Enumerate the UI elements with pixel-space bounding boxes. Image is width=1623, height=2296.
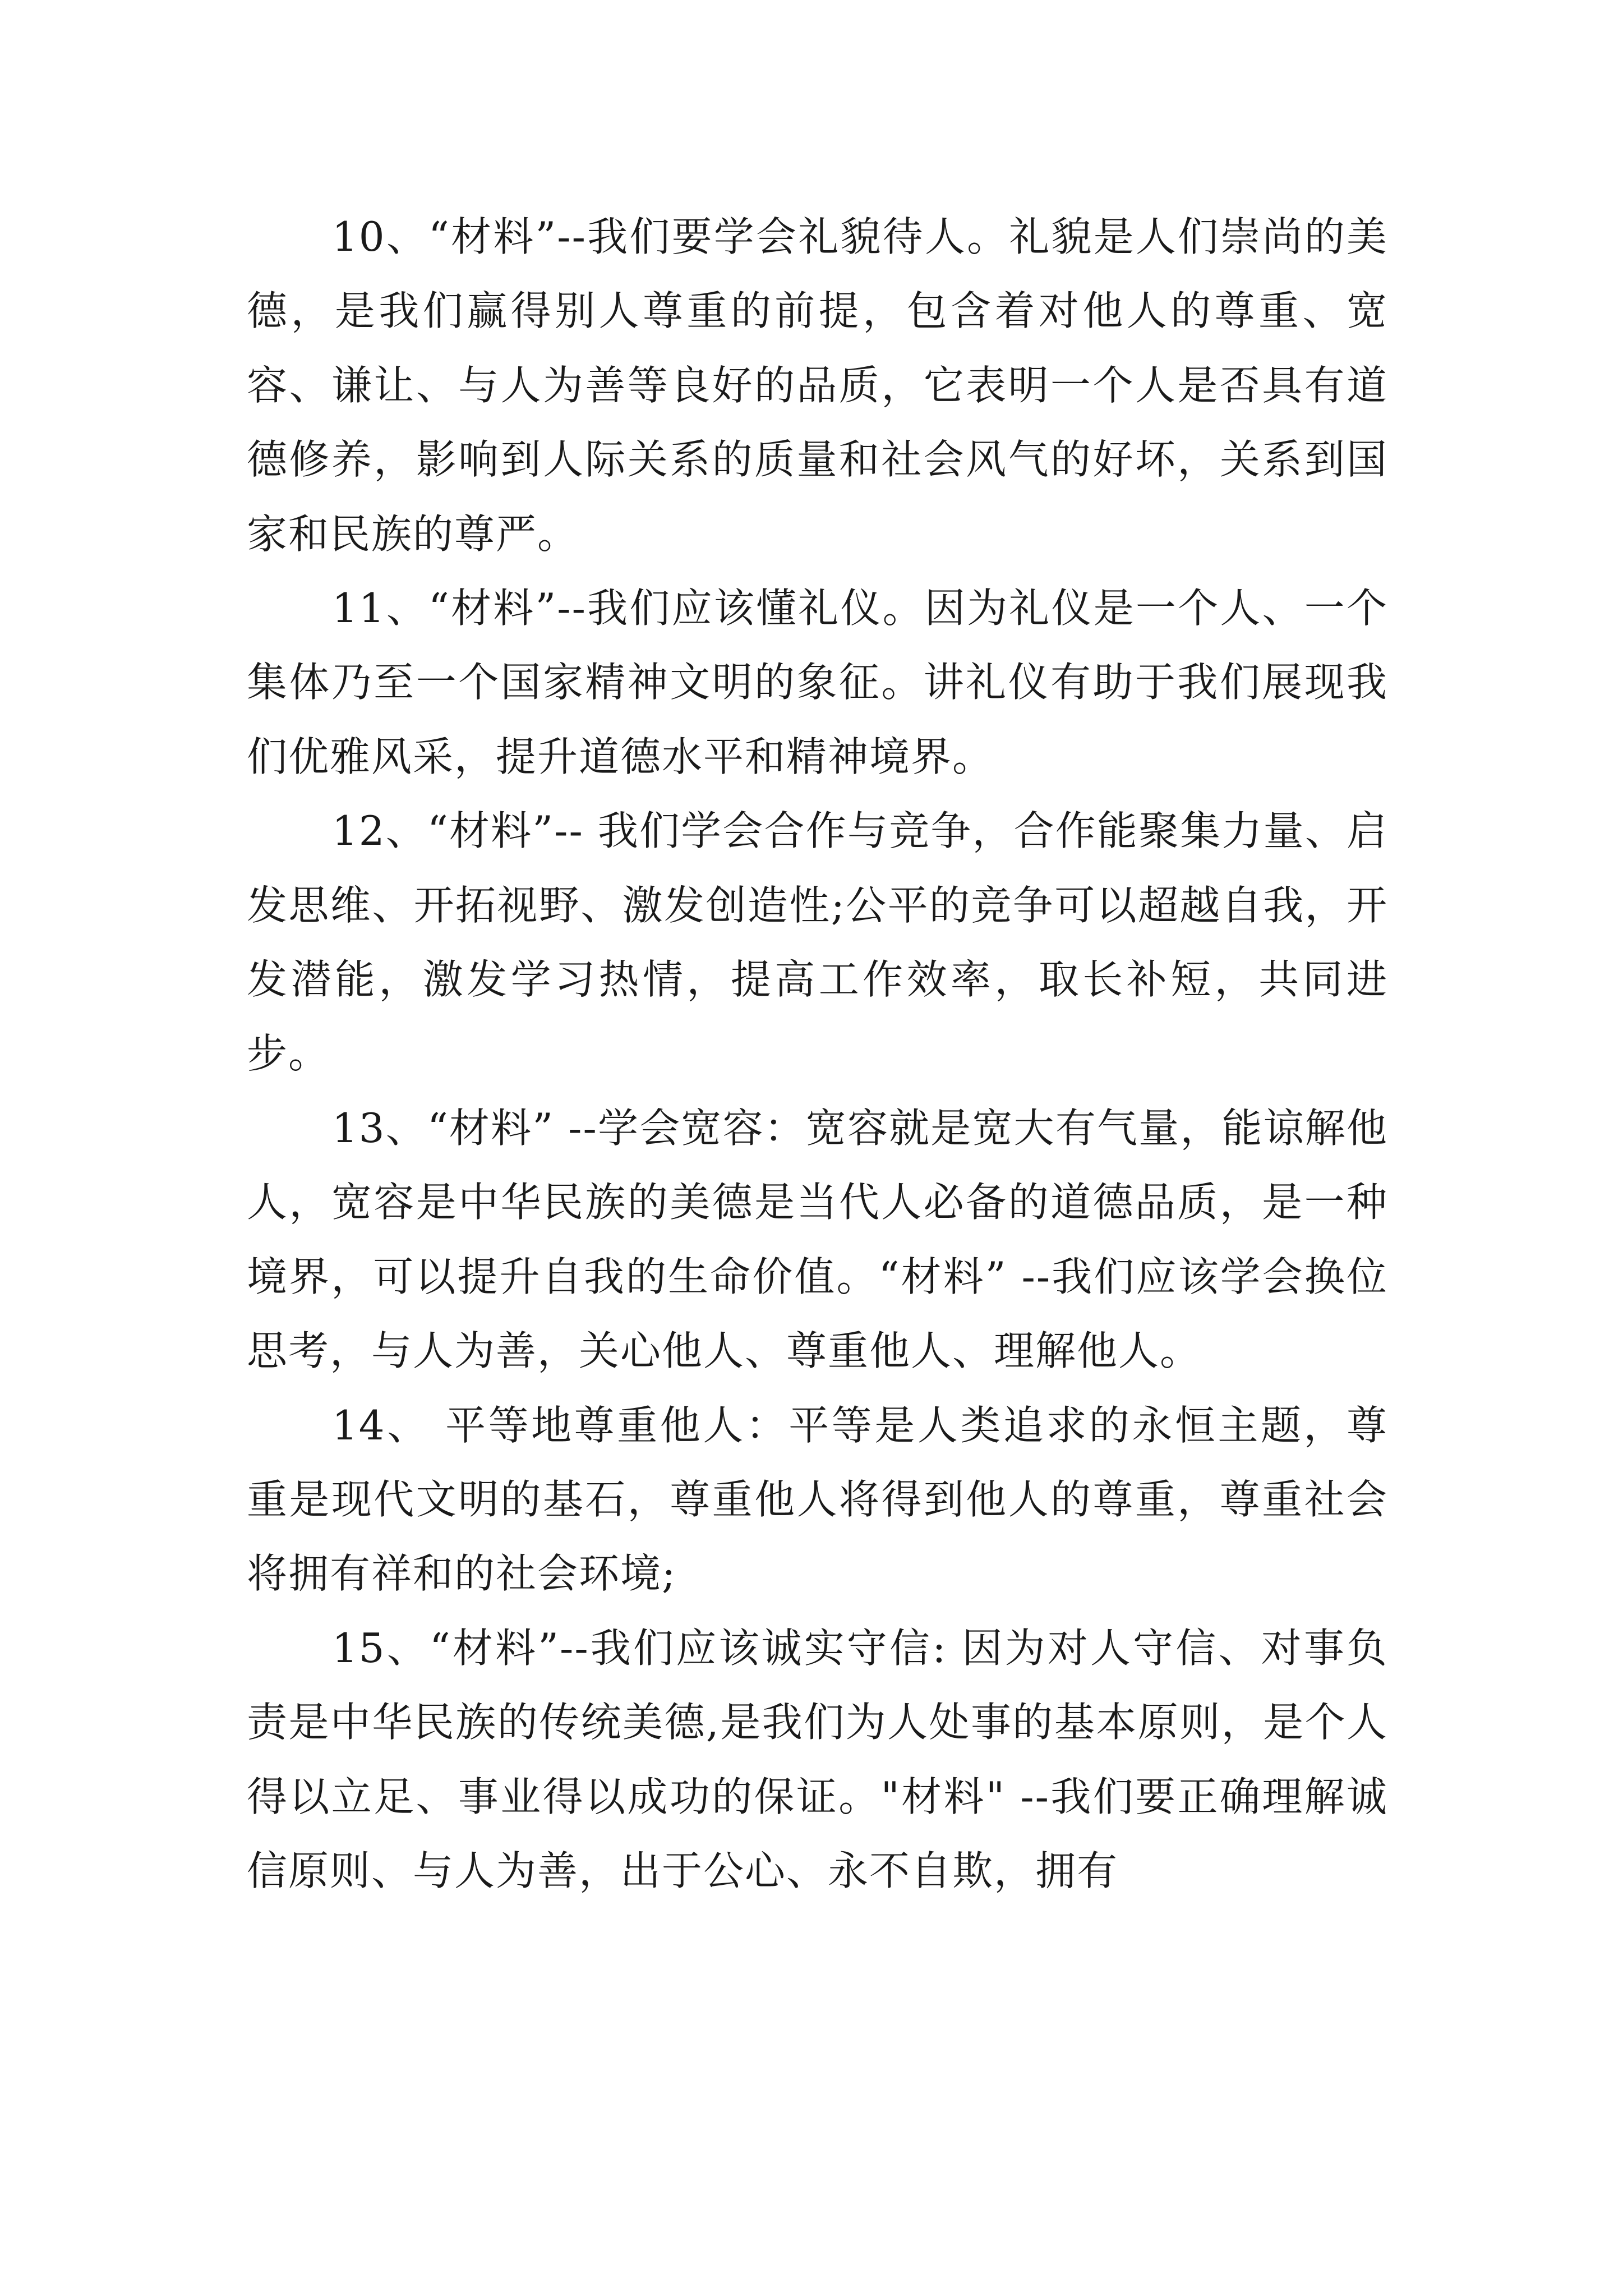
paragraph-10: 10、“材料”--我们要学会礼貌待人。礼貌是人们崇尚的美德，是我们赢得别人尊重的前提，包含着对他人的尊重、宽容、谦让、与人为善等良好的品质，它表明一个人是否具有道德修养，影响到人际关系的质量和社会风气的好坏，关系到国家和民族的尊严。 — [247, 213, 1388, 558]
document-body — [247, 200, 1388, 1908]
paragraph-14: 14、 平等地尊重他人：平等是人类追求的永恒主题，尊重是现代文明的基石，尊重他人将得到他人的尊重，尊重社会将拥有祥和的社会环境; — [247, 1401, 1388, 1598]
paragraph-13: 13、“材料” --学会宽容：宽容就是宽大有气量，能谅解他人，宽容是中华民族的美德是当代人必备的道德品质，是一种境界，可以提升自我的生命价值。“材料” --我们应该学会换位思考，与人为善，关心他人、尊重他人、理解他人。 — [247, 1104, 1388, 1375]
paragraph-12: 12、“材料”-- 我们学会合作与竞争，合作能聚集力量、启发思维、开拓视野、激发创造性;公平的竞争可以超越自我，开发潜能，激发学习热情，提高工作效率，取长补短，共同进步。 — [247, 807, 1388, 1078]
paragraph-15: 15、“材料”--我们应该诚实守信: 因为对人守信、对事负责是中华民族的传统美德,是我们为人处事的基本原则，是个人得以立足、事业得以成功的保证。"材料" --我们要正确理解诚信原则、与人为善，出于公心、永不自欺，拥有 — [247, 1624, 1388, 1894]
paragraph-11: 11、“材料”--我们应该懂礼仪。因为礼仪是一个人、一个集体乃至一个国家精神文明的象征。讲礼仪有助于我们展现我们优雅风采，提升道德水平和精神境界。 — [247, 585, 1388, 780]
